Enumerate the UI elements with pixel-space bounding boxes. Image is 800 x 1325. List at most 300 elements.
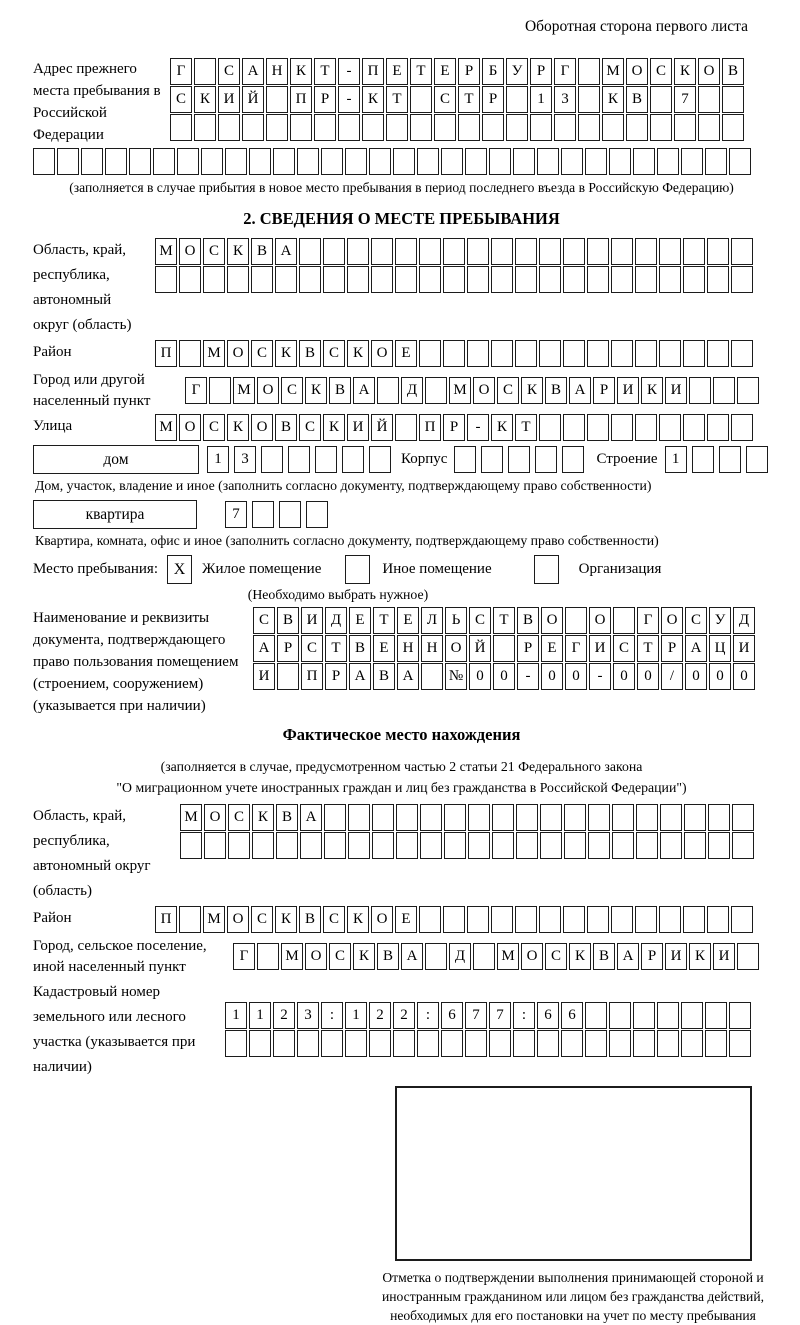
char-box[interactable]: [105, 148, 127, 175]
char-box[interactable]: М: [155, 414, 177, 441]
char-box[interactable]: [561, 148, 583, 175]
char-box[interactable]: [393, 148, 415, 175]
char-box[interactable]: [489, 1030, 511, 1057]
char-box[interactable]: [177, 148, 199, 175]
char-box[interactable]: [564, 832, 586, 859]
char-box[interactable]: [587, 266, 609, 293]
char-box[interactable]: [540, 804, 562, 831]
char-box[interactable]: 7: [465, 1002, 487, 1029]
char-box[interactable]: [396, 832, 418, 859]
char-box[interactable]: [395, 238, 417, 265]
char-box[interactable]: У: [709, 607, 731, 634]
char-box[interactable]: [279, 501, 301, 528]
char-box[interactable]: [708, 804, 730, 831]
char-box[interactable]: О: [251, 414, 273, 441]
char-box[interactable]: Е: [541, 635, 563, 662]
char-box[interactable]: О: [257, 377, 279, 404]
char-box[interactable]: С: [323, 906, 345, 933]
char-box[interactable]: [297, 1030, 319, 1057]
char-box[interactable]: [321, 148, 343, 175]
char-box[interactable]: [537, 148, 559, 175]
char-box[interactable]: [266, 114, 288, 141]
char-box[interactable]: 3: [234, 446, 256, 473]
char-box[interactable]: [732, 804, 754, 831]
char-box[interactable]: И: [713, 943, 735, 970]
char-box[interactable]: О: [541, 607, 563, 634]
char-box[interactable]: Н: [397, 635, 419, 662]
char-box[interactable]: П: [362, 58, 384, 85]
char-box[interactable]: М: [497, 943, 519, 970]
char-box[interactable]: [729, 148, 751, 175]
char-box[interactable]: [371, 238, 393, 265]
char-box[interactable]: С: [251, 340, 273, 367]
char-box[interactable]: Т: [515, 414, 537, 441]
char-box[interactable]: [578, 58, 600, 85]
char-box[interactable]: Р: [593, 377, 615, 404]
char-box[interactable]: [419, 340, 441, 367]
char-box[interactable]: В: [517, 607, 539, 634]
char-box[interactable]: Е: [395, 906, 417, 933]
char-box[interactable]: [347, 266, 369, 293]
char-box[interactable]: [516, 832, 538, 859]
char-box[interactable]: [683, 340, 705, 367]
char-box[interactable]: И: [301, 607, 323, 634]
char-box[interactable]: [297, 148, 319, 175]
char-box[interactable]: [410, 86, 432, 113]
char-box[interactable]: 7: [489, 1002, 511, 1029]
char-box[interactable]: О: [626, 58, 648, 85]
char-box[interactable]: [417, 1030, 439, 1057]
char-box[interactable]: Й: [469, 635, 491, 662]
char-box[interactable]: [508, 446, 530, 473]
char-box[interactable]: [659, 906, 681, 933]
char-box[interactable]: [588, 832, 610, 859]
char-box[interactable]: [729, 1030, 751, 1057]
char-box[interactable]: [636, 832, 658, 859]
char-box[interactable]: Т: [493, 607, 515, 634]
char-box[interactable]: В: [545, 377, 567, 404]
char-box[interactable]: [467, 906, 489, 933]
char-box[interactable]: [249, 1030, 271, 1057]
char-box[interactable]: М: [449, 377, 471, 404]
char-box[interactable]: [491, 906, 513, 933]
char-box[interactable]: 0: [637, 663, 659, 690]
char-box[interactable]: [179, 906, 201, 933]
char-box[interactable]: [323, 266, 345, 293]
char-box[interactable]: №: [445, 663, 467, 690]
char-box[interactable]: И: [253, 663, 275, 690]
char-box[interactable]: С: [253, 607, 275, 634]
char-box[interactable]: [731, 414, 753, 441]
char-box[interactable]: [225, 1030, 247, 1057]
char-box[interactable]: [218, 114, 240, 141]
char-box[interactable]: К: [353, 943, 375, 970]
char-box[interactable]: 0: [469, 663, 491, 690]
char-box[interactable]: [314, 114, 336, 141]
char-box[interactable]: [204, 832, 226, 859]
char-box[interactable]: [252, 501, 274, 528]
char-box[interactable]: В: [299, 340, 321, 367]
char-box[interactable]: [395, 266, 417, 293]
char-box[interactable]: /: [661, 663, 683, 690]
char-box[interactable]: [633, 1002, 655, 1029]
char-box[interactable]: О: [661, 607, 683, 634]
char-box[interactable]: [315, 446, 337, 473]
char-box[interactable]: [563, 340, 585, 367]
char-box[interactable]: [539, 266, 561, 293]
char-box[interactable]: [660, 832, 682, 859]
char-box[interactable]: [635, 238, 657, 265]
char-box[interactable]: [515, 906, 537, 933]
char-box[interactable]: О: [305, 943, 327, 970]
char-box[interactable]: В: [251, 238, 273, 265]
char-box[interactable]: :: [321, 1002, 343, 1029]
char-box[interactable]: [362, 114, 384, 141]
char-box[interactable]: 7: [225, 501, 247, 528]
char-box[interactable]: У: [506, 58, 528, 85]
char-box[interactable]: Е: [397, 607, 419, 634]
char-box[interactable]: [421, 663, 443, 690]
char-box[interactable]: [683, 266, 705, 293]
char-box[interactable]: И: [347, 414, 369, 441]
char-box[interactable]: [441, 148, 463, 175]
char-box[interactable]: Е: [386, 58, 408, 85]
char-box[interactable]: [481, 446, 503, 473]
char-box[interactable]: Й: [242, 86, 264, 113]
char-box[interactable]: [737, 943, 759, 970]
char-box[interactable]: [323, 238, 345, 265]
char-box[interactable]: [681, 148, 703, 175]
char-box[interactable]: [257, 943, 279, 970]
char-box[interactable]: [443, 906, 465, 933]
char-box[interactable]: [611, 238, 633, 265]
char-box[interactable]: [372, 804, 394, 831]
char-box[interactable]: [342, 446, 364, 473]
char-box[interactable]: [731, 238, 753, 265]
char-box[interactable]: [516, 804, 538, 831]
char-box[interactable]: [612, 832, 634, 859]
char-box[interactable]: С: [685, 607, 707, 634]
char-box[interactable]: [611, 414, 633, 441]
char-box[interactable]: [489, 148, 511, 175]
char-box[interactable]: [731, 906, 753, 933]
char-box[interactable]: А: [242, 58, 264, 85]
char-box[interactable]: [129, 148, 151, 175]
char-box[interactable]: К: [347, 906, 369, 933]
char-box[interactable]: [707, 266, 729, 293]
char-box[interactable]: Р: [530, 58, 552, 85]
char-box[interactable]: [707, 340, 729, 367]
char-box[interactable]: Т: [325, 635, 347, 662]
char-box[interactable]: [731, 266, 753, 293]
char-box[interactable]: П: [155, 906, 177, 933]
char-box[interactable]: Р: [314, 86, 336, 113]
char-box[interactable]: Е: [373, 635, 395, 662]
char-box[interactable]: [492, 804, 514, 831]
char-box[interactable]: М: [233, 377, 255, 404]
char-box[interactable]: Т: [386, 86, 408, 113]
char-box[interactable]: [578, 114, 600, 141]
char-box[interactable]: В: [373, 663, 395, 690]
char-box[interactable]: С: [469, 607, 491, 634]
char-box[interactable]: [537, 1030, 559, 1057]
char-box[interactable]: [650, 114, 672, 141]
char-box[interactable]: [539, 340, 561, 367]
char-box[interactable]: Т: [458, 86, 480, 113]
char-box[interactable]: [506, 86, 528, 113]
char-box[interactable]: В: [349, 635, 371, 662]
char-box[interactable]: -: [517, 663, 539, 690]
char-box[interactable]: [609, 1002, 631, 1029]
char-box[interactable]: [371, 266, 393, 293]
char-box[interactable]: С: [170, 86, 192, 113]
char-box[interactable]: В: [329, 377, 351, 404]
char-box[interactable]: :: [417, 1002, 439, 1029]
char-box[interactable]: 0: [733, 663, 755, 690]
char-box[interactable]: О: [227, 906, 249, 933]
char-box[interactable]: [300, 832, 322, 859]
char-box[interactable]: [324, 832, 346, 859]
char-box[interactable]: 1: [249, 1002, 271, 1029]
char-box[interactable]: К: [362, 86, 384, 113]
char-box[interactable]: [273, 1030, 295, 1057]
char-box[interactable]: [539, 238, 561, 265]
char-box[interactable]: -: [589, 663, 611, 690]
char-box[interactable]: [513, 148, 535, 175]
char-box[interactable]: К: [305, 377, 327, 404]
char-box[interactable]: [705, 1030, 727, 1057]
char-box[interactable]: [393, 1030, 415, 1057]
char-box[interactable]: 6: [537, 1002, 559, 1029]
char-box[interactable]: [540, 832, 562, 859]
char-box[interactable]: [683, 238, 705, 265]
char-box[interactable]: Р: [443, 414, 465, 441]
char-box[interactable]: Д: [325, 607, 347, 634]
char-box[interactable]: Г: [170, 58, 192, 85]
char-box[interactable]: П: [290, 86, 312, 113]
char-box[interactable]: [252, 832, 274, 859]
char-box[interactable]: [587, 340, 609, 367]
char-box[interactable]: С: [323, 340, 345, 367]
char-box[interactable]: [345, 148, 367, 175]
char-box[interactable]: С: [203, 238, 225, 265]
char-box[interactable]: [273, 148, 295, 175]
char-box[interactable]: [228, 832, 250, 859]
char-box[interactable]: [636, 804, 658, 831]
char-box[interactable]: [290, 114, 312, 141]
char-box[interactable]: [225, 148, 247, 175]
char-box[interactable]: [468, 832, 490, 859]
char-box[interactable]: [491, 340, 513, 367]
char-box[interactable]: И: [665, 377, 687, 404]
char-box[interactable]: [458, 114, 480, 141]
char-box[interactable]: М: [180, 804, 202, 831]
char-box[interactable]: С: [497, 377, 519, 404]
char-box[interactable]: О: [179, 414, 201, 441]
char-box[interactable]: Г: [185, 377, 207, 404]
char-box[interactable]: Р: [482, 86, 504, 113]
char-box[interactable]: [57, 148, 79, 175]
char-box[interactable]: К: [275, 906, 297, 933]
char-box[interactable]: [705, 1002, 727, 1029]
char-box[interactable]: [731, 340, 753, 367]
char-box[interactable]: [454, 446, 476, 473]
char-box[interactable]: [737, 377, 759, 404]
char-box[interactable]: [683, 414, 705, 441]
char-box[interactable]: О: [473, 377, 495, 404]
char-box[interactable]: [707, 906, 729, 933]
char-box[interactable]: [515, 266, 537, 293]
char-box[interactable]: К: [323, 414, 345, 441]
char-box[interactable]: Д: [449, 943, 471, 970]
char-box[interactable]: А: [349, 663, 371, 690]
char-box[interactable]: [275, 266, 297, 293]
char-box[interactable]: Д: [401, 377, 423, 404]
char-box[interactable]: [153, 148, 175, 175]
char-box[interactable]: М: [203, 340, 225, 367]
char-box[interactable]: [465, 148, 487, 175]
char-box[interactable]: 0: [565, 663, 587, 690]
checkbox-organization[interactable]: [534, 555, 559, 584]
char-box[interactable]: [635, 340, 657, 367]
char-box[interactable]: [348, 804, 370, 831]
char-box[interactable]: Р: [277, 635, 299, 662]
char-box[interactable]: Г: [637, 607, 659, 634]
char-box[interactable]: Е: [395, 340, 417, 367]
char-box[interactable]: О: [371, 906, 393, 933]
char-box[interactable]: И: [733, 635, 755, 662]
char-box[interactable]: [419, 266, 441, 293]
char-box[interactable]: [201, 148, 223, 175]
char-box[interactable]: К: [252, 804, 274, 831]
char-box[interactable]: Р: [661, 635, 683, 662]
char-box[interactable]: [425, 943, 447, 970]
char-box[interactable]: -: [467, 414, 489, 441]
char-box[interactable]: Р: [458, 58, 480, 85]
char-box[interactable]: С: [218, 58, 240, 85]
char-box[interactable]: 7: [674, 86, 696, 113]
char-box[interactable]: [506, 114, 528, 141]
char-box[interactable]: К: [602, 86, 624, 113]
checkbox-other-premises[interactable]: [345, 555, 370, 584]
char-box[interactable]: [588, 804, 610, 831]
char-box[interactable]: 2: [273, 1002, 295, 1029]
char-box[interactable]: 1: [207, 446, 229, 473]
char-box[interactable]: К: [275, 340, 297, 367]
char-box[interactable]: [299, 266, 321, 293]
char-box[interactable]: [611, 906, 633, 933]
char-box[interactable]: М: [203, 906, 225, 933]
char-box[interactable]: [657, 1030, 679, 1057]
char-box[interactable]: 2: [393, 1002, 415, 1029]
char-box[interactable]: И: [589, 635, 611, 662]
char-box[interactable]: [209, 377, 231, 404]
char-box[interactable]: 3: [554, 86, 576, 113]
char-box[interactable]: [251, 266, 273, 293]
char-box[interactable]: А: [617, 943, 639, 970]
char-box[interactable]: [81, 148, 103, 175]
char-box[interactable]: С: [281, 377, 303, 404]
char-box[interactable]: [635, 906, 657, 933]
char-box[interactable]: [565, 607, 587, 634]
char-box[interactable]: В: [626, 86, 648, 113]
char-box[interactable]: [425, 377, 447, 404]
char-box[interactable]: [602, 114, 624, 141]
char-box[interactable]: К: [689, 943, 711, 970]
char-box[interactable]: [659, 266, 681, 293]
char-box[interactable]: И: [665, 943, 687, 970]
char-box[interactable]: [633, 148, 655, 175]
char-box[interactable]: Т: [314, 58, 336, 85]
char-box[interactable]: [277, 663, 299, 690]
char-box[interactable]: М: [281, 943, 303, 970]
char-box[interactable]: [467, 238, 489, 265]
char-box[interactable]: [444, 804, 466, 831]
char-box[interactable]: [419, 906, 441, 933]
char-box[interactable]: [473, 943, 495, 970]
char-box[interactable]: И: [218, 86, 240, 113]
char-box[interactable]: О: [179, 238, 201, 265]
char-box[interactable]: К: [491, 414, 513, 441]
char-box[interactable]: [395, 414, 417, 441]
char-box[interactable]: [535, 446, 557, 473]
char-box[interactable]: Г: [554, 58, 576, 85]
char-box[interactable]: [585, 1030, 607, 1057]
char-box[interactable]: О: [698, 58, 720, 85]
char-box[interactable]: Р: [517, 635, 539, 662]
char-box[interactable]: Д: [733, 607, 755, 634]
char-box[interactable]: [482, 114, 504, 141]
char-box[interactable]: [689, 377, 711, 404]
char-box[interactable]: К: [290, 58, 312, 85]
char-box[interactable]: [227, 266, 249, 293]
char-box[interactable]: :: [513, 1002, 535, 1029]
char-box[interactable]: [443, 266, 465, 293]
char-box[interactable]: 0: [709, 663, 731, 690]
char-box[interactable]: [369, 148, 391, 175]
char-box[interactable]: [611, 266, 633, 293]
char-box[interactable]: Н: [266, 58, 288, 85]
char-box[interactable]: 2: [369, 1002, 391, 1029]
char-box[interactable]: [683, 906, 705, 933]
char-box[interactable]: [563, 414, 585, 441]
char-box[interactable]: К: [569, 943, 591, 970]
char-box[interactable]: [515, 238, 537, 265]
char-box[interactable]: [443, 238, 465, 265]
char-box[interactable]: С: [650, 58, 672, 85]
char-box[interactable]: [266, 86, 288, 113]
char-box[interactable]: К: [674, 58, 696, 85]
char-box[interactable]: [609, 148, 631, 175]
char-box[interactable]: [684, 804, 706, 831]
char-box[interactable]: В: [275, 414, 297, 441]
char-box[interactable]: [155, 266, 177, 293]
char-box[interactable]: 6: [561, 1002, 583, 1029]
char-box[interactable]: [539, 414, 561, 441]
char-box[interactable]: Р: [641, 943, 663, 970]
char-box[interactable]: Л: [421, 607, 443, 634]
char-box[interactable]: [515, 340, 537, 367]
char-box[interactable]: С: [434, 86, 456, 113]
char-box[interactable]: [345, 1030, 367, 1057]
char-box[interactable]: [659, 414, 681, 441]
char-box[interactable]: Т: [410, 58, 432, 85]
char-box[interactable]: [324, 804, 346, 831]
char-box[interactable]: В: [722, 58, 744, 85]
char-box[interactable]: [612, 804, 634, 831]
char-box[interactable]: [563, 238, 585, 265]
char-box[interactable]: [410, 114, 432, 141]
